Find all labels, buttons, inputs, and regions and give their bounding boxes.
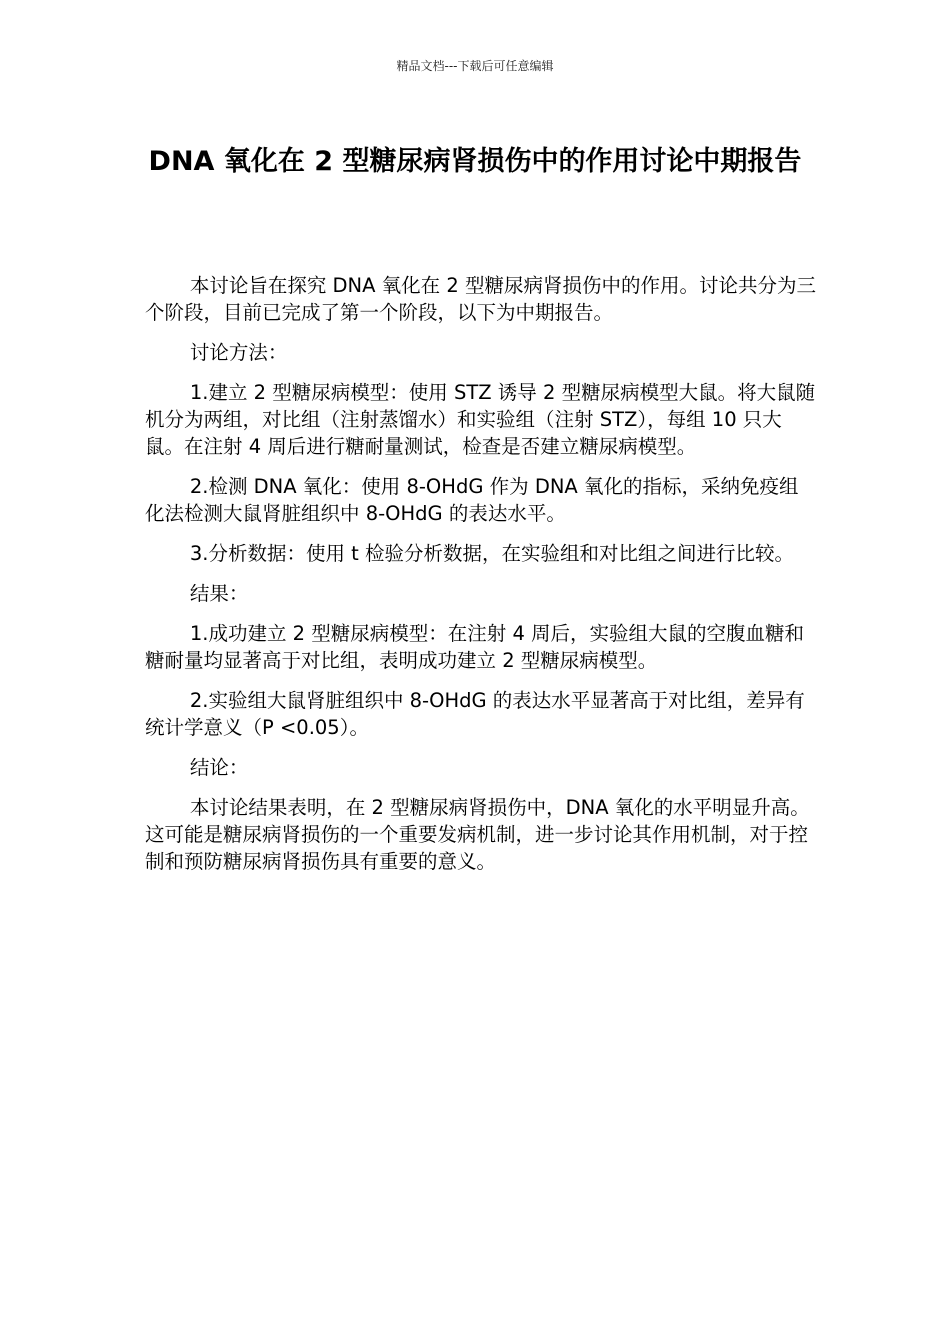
heading-results: 结果： <box>189 582 249 605</box>
paragraph-intro: 本讨论旨在探究 DNA 氧化在 2 型糖尿病肾损伤中的作用。讨论共分为三个阶段，目前已完成了第一个阶段，以下为中期报告。 <box>145 274 816 324</box>
paragraph-result-2: 2.实验组大鼠肾脏组织中 8-OHdG 的表达水平显著高于对比组，差异有统计学意义（P <0.05）。 <box>145 689 805 739</box>
paragraph-method-2: 2.检测 DNA 氧化：使用 8-OHdG 作为 DNA 氧化的指标，采纳免疫组化法检测大鼠肾脏组织中 8-OHdG 的表达水平。 <box>145 475 799 525</box>
heading-methods: 讨论方法： <box>189 341 288 364</box>
paragraph-result-1: 1.成功建立 2 型糖尿病模型：在注射 4 周后，实验组大鼠的空腹血糖和糖耐量均显著高于对比组，表明成功建立 2 型糖尿病模型。 <box>145 622 805 672</box>
paragraph-method-3: 3.分析数据：使用 t 检验分析数据，在实验组和对比组之间进行比较。 <box>189 542 794 565</box>
document-body <box>145 272 817 888</box>
document-title: DNA 氧化在 2 型糖尿病肾损伤中的作用讨论中期报告 <box>148 146 802 177</box>
heading-conclusion: 结论： <box>189 756 249 779</box>
paragraph-conclusion: 本讨论结果表明，在 2 型糖尿病肾损伤中，DNA 氧化的水平明显升高。这可能是糖尿病肾损伤的一个重要发病机制，进一步讨论其作用机制，对于控制和预防糖尿病肾损伤具有重要的意义。 <box>145 796 810 873</box>
paragraph-method-1: 1.建立 2 型糖尿病模型：使用 STZ 诱导 2 型糖尿病模型大鼠。将大鼠随机分为两组，对比组（注射蒸馏水）和实验组（注射 STZ），每组 10 只大鼠。在注射 4 周后进行糖耐量测试，检查是否建立糖尿病模型。 <box>145 381 816 458</box>
header-note: 精品文档---下载后可任意编辑 <box>396 59 554 73</box>
